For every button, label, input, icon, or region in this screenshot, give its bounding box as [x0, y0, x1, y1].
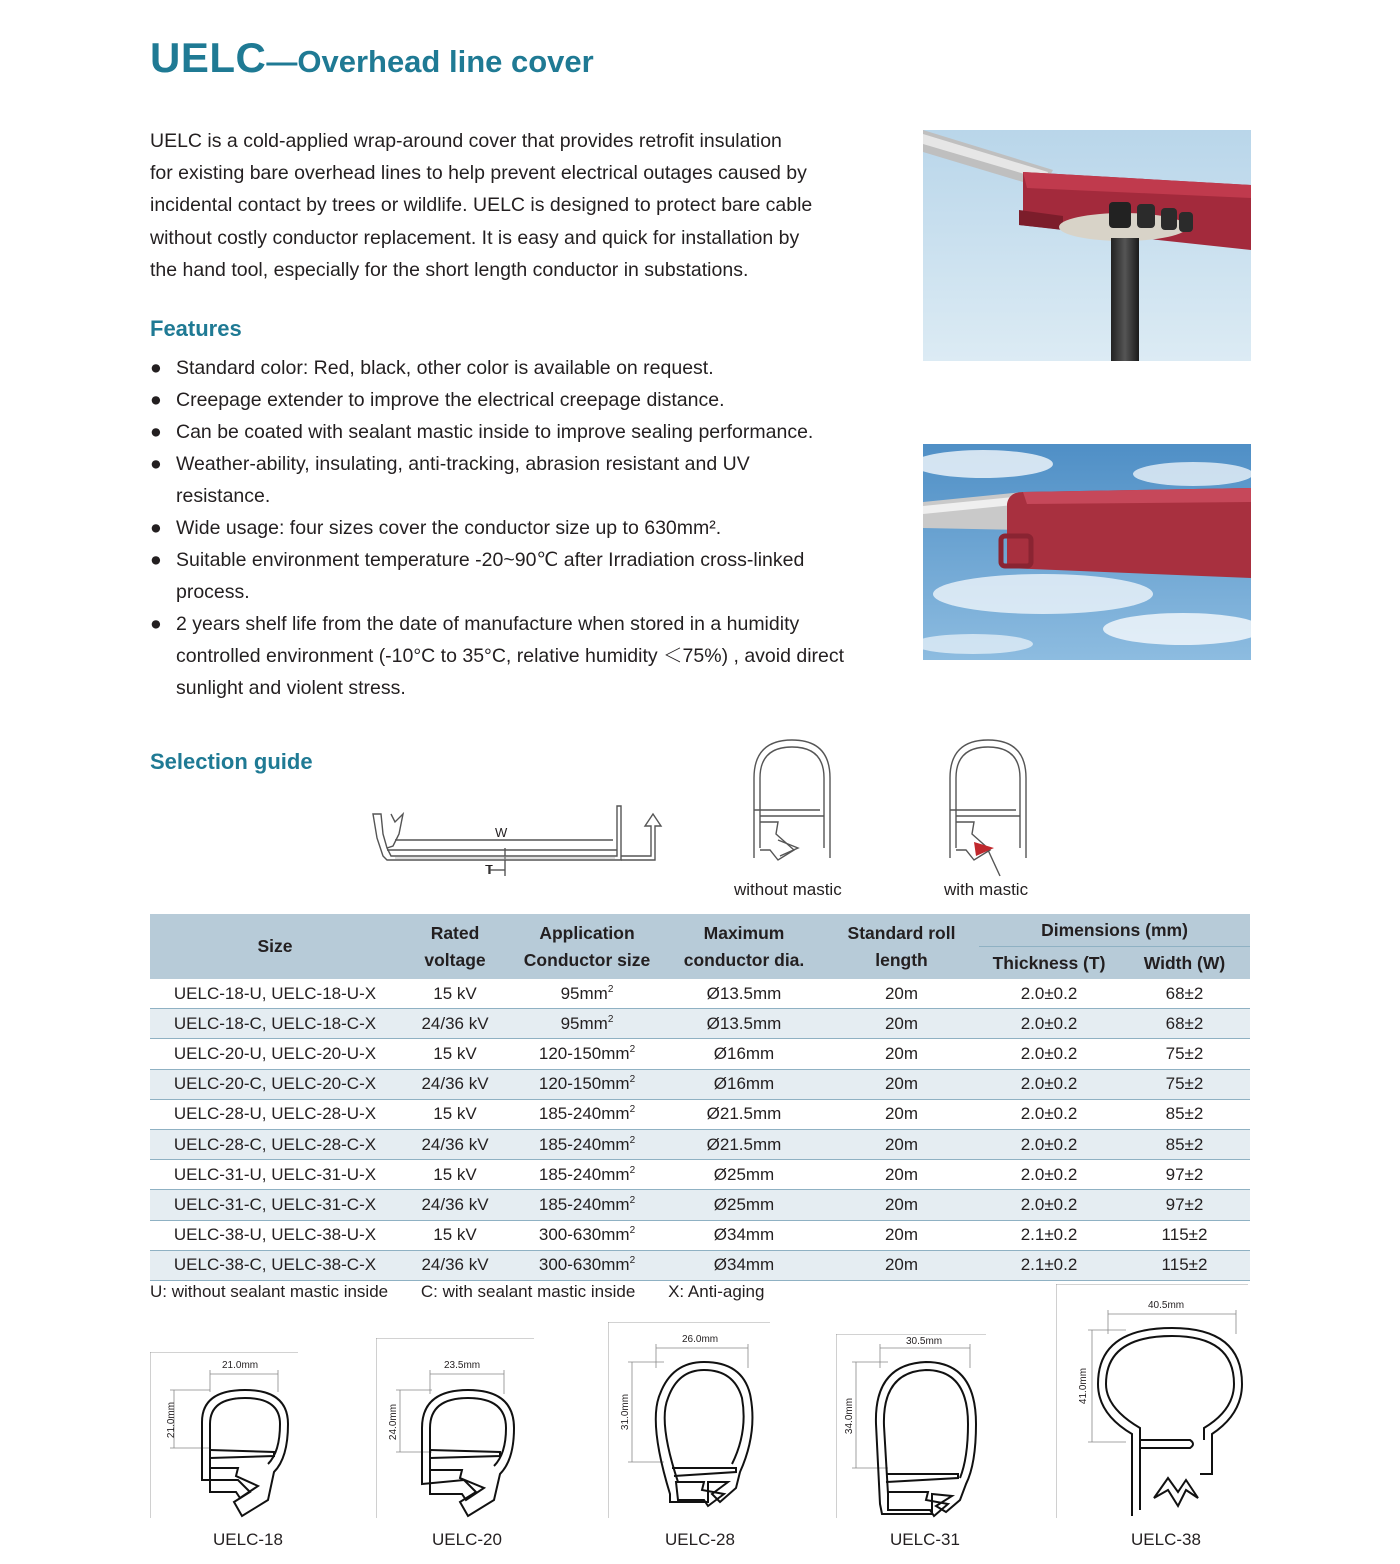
cell-conductor: $300-630mm^2$ — [510, 1250, 664, 1280]
cell-width: 68±2 — [1119, 979, 1250, 1009]
cell-thickness: 2.0±0.2 — [979, 1129, 1119, 1159]
profile-without-mastic — [748, 738, 838, 868]
cell-conductor: $185-240mm^2$ — [510, 1129, 664, 1159]
cell-size: UELC-28-C, UELC-28-C-X — [150, 1129, 400, 1159]
cell-width: 85±2 — [1119, 1099, 1250, 1129]
cell-conductor: $120-150mm^2$ — [510, 1069, 664, 1099]
bullet-icon: ● — [150, 613, 162, 635]
cell-roll: 20m — [824, 1099, 979, 1129]
cell-width: 68±2 — [1119, 1009, 1250, 1039]
legend-u: U: without sealant mastic inside — [150, 1282, 389, 1301]
selection-guide-heading: Selection guide — [150, 749, 313, 774]
cell-roll: 20m — [824, 1220, 979, 1250]
table-row — [150, 1069, 1250, 1099]
intro-line: incidental contact by trees or wildlife. UELC is designed to protect bare cable — [150, 194, 813, 217]
cell-roll: 20m — [824, 1129, 979, 1159]
cell-voltage: 24/36 kV — [400, 1190, 510, 1220]
legend-x: X: Anti-aging — [668, 1282, 765, 1301]
col-header-size: Size — [150, 914, 400, 979]
col-header-width: Width (W) — [1119, 947, 1250, 980]
with-mastic-label: with mastic — [944, 880, 1029, 899]
without-mastic-label: without mastic — [734, 880, 842, 899]
intro-paragraph — [150, 125, 870, 286]
selection-table — [150, 914, 1250, 1281]
cell-thickness: 2.0±0.2 — [979, 1069, 1119, 1099]
unit-superscript: 2 — [629, 1134, 636, 1146]
cell-width: 85±2 — [1119, 1129, 1250, 1159]
feature-item — [150, 384, 870, 416]
feature-text: Weather-ability, insulating, anti-tracking, abrasion resistant and UV resistance. — [176, 453, 750, 507]
cell-size: UELC-20-U, UELC-20-U-X — [150, 1039, 400, 1069]
table-row — [150, 1099, 1250, 1129]
cell-conductor: $120-150mm^2$ — [510, 1039, 664, 1069]
cell-thickness: 2.0±0.2 — [979, 979, 1119, 1009]
width-label: 30.5mm — [906, 1336, 943, 1347]
cell-size: UELC-28-U, UELC-28-U-X — [150, 1099, 400, 1129]
intro-line: for existing bare overhead lines to help prevent electrical outages caused by — [150, 162, 807, 185]
height-label: 41.0mm — [1078, 1367, 1089, 1405]
height-label: 34.0mm — [844, 1397, 855, 1435]
feature-item — [150, 448, 796, 512]
feature-text: Standard color: Red, black, other color is available on request. — [176, 357, 714, 379]
cell-roll: 20m — [824, 1069, 979, 1099]
cell-voltage: 15 kV — [400, 1039, 510, 1069]
table-row — [150, 1160, 1250, 1190]
cell-thickness: 2.0±0.2 — [979, 1099, 1119, 1129]
width-label: 23.5mm — [444, 1360, 481, 1371]
intro-line: without costly conductor replacement. It is easy and quick for installation by — [150, 226, 800, 249]
feature-text: 2 years shelf life from the date of manufacture when stored in a humidity controlled environment (-10°C to 35°C, relative humidity ＜75%) , avoid direct sunlight and violent stress. — [176, 613, 845, 699]
feature-item — [150, 608, 866, 704]
cell-size: UELC-18-C, UELC-18-C-X — [150, 1009, 400, 1039]
cell-roll: 20m — [824, 1009, 979, 1039]
cell-max-dia: Ø34mm — [664, 1220, 824, 1250]
feature-text: Suitable environment temperature -20~90℃ after Irradiation cross-linked process. — [176, 549, 805, 603]
cross-section-label: UELC-38 — [1131, 1530, 1201, 1549]
bullet-icon: ● — [150, 453, 162, 475]
cell-roll: 20m — [824, 979, 979, 1009]
cell-max-dia: Ø34mm — [664, 1250, 824, 1280]
bullet-icon: ● — [150, 389, 162, 411]
col-header-rated-voltage: Rated voltage — [400, 914, 510, 979]
feature-text: Wide usage: four sizes cover the conductor size up to 630mm². — [176, 517, 722, 539]
col-header-dimensions: Dimensions (mm) — [979, 914, 1250, 947]
cell-thickness: 2.1±0.2 — [979, 1220, 1119, 1250]
intro-line: the hand tool, especially for the short length conductor in substations. — [150, 258, 749, 281]
legend-c: C: with sealant mastic inside — [420, 1282, 636, 1301]
cell-thickness: 2.1±0.2 — [979, 1250, 1119, 1280]
t-label: T — [485, 862, 493, 877]
height-label: 21.0mm — [166, 1401, 177, 1439]
cell-voltage: 15 kV — [400, 1220, 510, 1250]
cross-section-label: UELC-20 — [432, 1530, 502, 1549]
cell-thickness: 2.0±0.2 — [979, 1039, 1119, 1069]
cell-size: UELC-20-C, UELC-20-C-X — [150, 1069, 400, 1099]
cell-conductor: $185-240mm^2$ — [510, 1160, 664, 1190]
cell-max-dia: Ø21.5mm — [664, 1099, 824, 1129]
height-label: 31.0mm — [620, 1393, 631, 1431]
insulator-photo-illustration — [923, 130, 1251, 361]
product-photo-conductor — [923, 444, 1251, 660]
unit-superscript: 2 — [629, 1194, 636, 1206]
feature-item — [150, 544, 856, 608]
product-photo-insulator — [923, 130, 1251, 361]
cell-max-dia: Ø16mm — [664, 1039, 824, 1069]
table-row — [150, 1250, 1250, 1280]
cell-conductor: $300-630mm^2$ — [510, 1220, 664, 1250]
cell-max-dia: Ø16mm — [664, 1069, 824, 1099]
cell-thickness: 2.0±0.2 — [979, 1160, 1119, 1190]
cell-roll: 20m — [824, 1190, 979, 1220]
cell-size: UELC-18-U, UELC-18-U-X — [150, 979, 400, 1009]
table-row — [150, 1220, 1250, 1250]
height-label: 24.0mm — [388, 1403, 399, 1441]
width-label: 26.0mm — [682, 1334, 719, 1345]
cell-thickness: 2.0±0.2 — [979, 1009, 1119, 1039]
title-code: UELC — [150, 34, 267, 81]
cell-roll: 20m — [824, 1039, 979, 1069]
cell-size: UELC-38-C, UELC-38-C-X — [150, 1250, 400, 1280]
unit-superscript: 2 — [629, 1074, 636, 1086]
feature-item — [150, 512, 870, 544]
cross-section-uelc-20 — [376, 1338, 536, 1520]
table-row — [150, 1129, 1250, 1159]
w-label: W — [495, 825, 508, 840]
unit-superscript: 2 — [607, 1013, 614, 1025]
table-row — [150, 1009, 1250, 1039]
table-row — [150, 1190, 1250, 1220]
cross-section-uelc-28 — [608, 1322, 772, 1520]
unit-superscript: 2 — [629, 1225, 636, 1237]
cell-max-dia: Ø21.5mm — [664, 1129, 824, 1159]
unit-superscript: 2 — [607, 983, 614, 995]
cell-roll: 20m — [824, 1160, 979, 1190]
cell-max-dia: Ø13.5mm — [664, 1009, 824, 1039]
bullet-icon: ● — [150, 357, 162, 379]
title-rest: —Overhead line cover — [266, 44, 594, 79]
flat-profile-diagram — [365, 800, 675, 890]
cross-section-label: UELC-28 — [665, 1530, 735, 1549]
selection-table-body — [150, 979, 1250, 1280]
cell-voltage: 15 kV — [400, 979, 510, 1009]
cross-section-label: UELC-31 — [890, 1530, 960, 1549]
unit-superscript: 2 — [629, 1104, 636, 1116]
unit-superscript: 2 — [629, 1043, 636, 1055]
width-label: 21.0mm — [222, 1360, 259, 1371]
cell-voltage: 24/36 kV — [400, 1069, 510, 1099]
cell-width: 97±2 — [1119, 1190, 1250, 1220]
cell-roll: 20m — [824, 1250, 979, 1280]
features-heading: Features — [150, 316, 242, 341]
bullet-icon: ● — [150, 421, 162, 443]
cell-width: 97±2 — [1119, 1160, 1250, 1190]
cell-width: 75±2 — [1119, 1069, 1250, 1099]
cell-voltage: 24/36 kV — [400, 1009, 510, 1039]
feature-item — [150, 416, 870, 448]
cell-conductor: $185-240mm^2$ — [510, 1099, 664, 1129]
cross-section-uelc-18 — [150, 1352, 300, 1520]
col-header-max-dia: Maximum conductor dia. — [664, 914, 824, 979]
cell-voltage: 24/36 kV — [400, 1250, 510, 1280]
features-list — [150, 352, 870, 704]
cell-size: UELC-31-U, UELC-31-U-X — [150, 1160, 400, 1190]
cell-voltage: 15 kV — [400, 1160, 510, 1190]
cell-size: UELC-38-U, UELC-38-U-X — [150, 1220, 400, 1250]
cell-voltage: 15 kV — [400, 1099, 510, 1129]
cell-max-dia: Ø25mm — [664, 1160, 824, 1190]
page-title — [150, 34, 594, 82]
profile-with-mastic — [944, 738, 1044, 888]
cell-width: 115±2 — [1119, 1220, 1250, 1250]
feature-text: Can be coated with sealant mastic inside to improve sealing performance. — [176, 421, 814, 443]
cell-voltage: 24/36 kV — [400, 1129, 510, 1159]
unit-superscript: 2 — [629, 1164, 636, 1176]
cell-size: UELC-31-C, UELC-31-C-X — [150, 1190, 400, 1220]
bullet-icon: ● — [150, 517, 162, 539]
cell-conductor: $95mm^2$ — [510, 1009, 664, 1039]
cell-width: 75±2 — [1119, 1039, 1250, 1069]
table-row — [150, 1039, 1250, 1069]
table-row — [150, 979, 1250, 1009]
cell-conductor: $185-240mm^2$ — [510, 1190, 664, 1220]
cell-max-dia: Ø13.5mm — [664, 979, 824, 1009]
cross-section-uelc-38 — [1056, 1284, 1250, 1520]
cell-max-dia: Ø25mm — [664, 1190, 824, 1220]
cell-width: 115±2 — [1119, 1250, 1250, 1280]
col-header-roll-length: Standard roll length — [824, 914, 979, 979]
col-header-application: Application Conductor size — [510, 914, 664, 979]
cell-conductor: $95mm^2$ — [510, 979, 664, 1009]
table-legend — [150, 1282, 792, 1302]
unit-superscript: 2 — [629, 1255, 636, 1267]
feature-text: Creepage extender to improve the electrical creepage distance. — [176, 389, 725, 411]
conductor-photo-illustration — [923, 444, 1251, 660]
cell-thickness: 2.0±0.2 — [979, 1190, 1119, 1220]
feature-item — [150, 352, 870, 384]
width-label: 40.5mm — [1148, 1300, 1185, 1311]
bullet-icon: ● — [150, 549, 162, 571]
cross-section-uelc-31 — [836, 1334, 988, 1520]
col-header-thickness: Thickness (T) — [979, 947, 1119, 980]
cross-section-label: UELC-18 — [213, 1530, 283, 1549]
intro-line: UELC is a cold-applied wrap-around cover that provides retrofit insulation — [150, 130, 782, 152]
